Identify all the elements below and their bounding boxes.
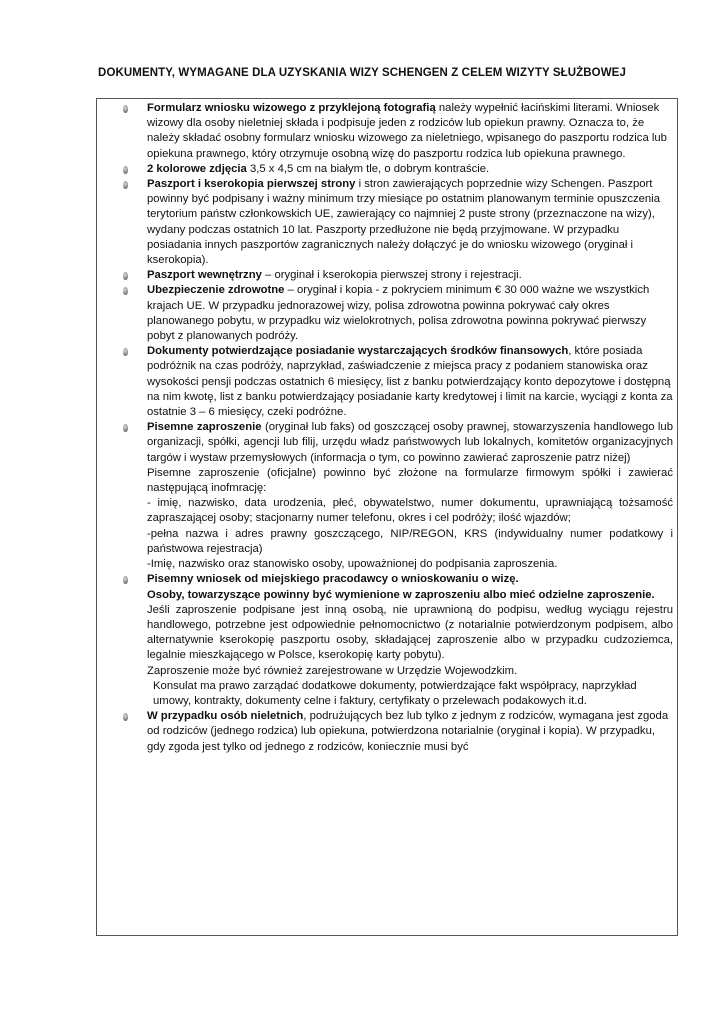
list-item-application-form: [147, 101, 673, 162]
list-item-employer-request: [147, 572, 673, 709]
item-lead: Pisemne zaproszenie: [147, 421, 262, 434]
bullet-icon: [123, 713, 128, 721]
item-paragraph: Zaproszenie może być również zarejestrowane w Urzędzie Wojewodzkim.: [147, 664, 518, 677]
item-bold-paragraph: Osoby, towarzyszące powinny być wymienione w zaproszeniu albo mieć odzielne zaproszenie.: [147, 588, 655, 601]
bullet-icon: [123, 348, 128, 356]
item-paragraph: -pełna nazwa i adres prawny goszczącego, NIP/REGON, KRS (indywidualny numer podatkowy i państwowa rejestracja): [147, 527, 673, 555]
requirements-box: [96, 98, 678, 936]
bullet-icon: [123, 576, 128, 584]
item-lead: W przypadku osób nieletnich: [147, 710, 304, 723]
list-item-minors: [147, 709, 673, 755]
bullet-icon: [123, 181, 128, 189]
bullet-icon: [123, 105, 128, 113]
item-text: .: [515, 573, 519, 586]
bullet-icon: [123, 424, 128, 432]
page-title: DOKUMENTY, WYMAGANE DLA UZYSKANIA WIZY SCHENGEN Z CELEM WIZYTY SŁUŻBOWEJ: [98, 67, 626, 79]
item-paragraph: -Imię, nazwisko oraz stanowisko osoby, upoważnionej do podpisania zaproszenia.: [147, 558, 558, 571]
item-lead: Paszport i kserokopia pierwszej strony: [147, 178, 356, 191]
item-text: należy wypełnić łacińskimi literami. Wniosek wizowy dla osoby nieletniej składa i podpisuje jeden z rodziców lub opiekun prawny. Oznacza to, że należy składać osobny formularz wniosku wizowego za nieletniego, wpisanego do paszportu rodzica lub opiekuna prawnego, który otrzymuje osobną wizę do paszportu rodzica lub opiekuna prawnego.: [147, 102, 667, 160]
item-lead: Paszport wewnętrzny: [147, 269, 262, 282]
list-item-financial-means: [147, 344, 673, 420]
item-paragraph-consul: Konsulat ma prawo zarządać dodatkowe dokumenty, potwierdzające fakt współpracy, naprzykład umowy, kontrakty, dokumenty celne i faktury, certyfikaty o przelewach podakowych it.d.: [153, 679, 637, 707]
item-text: 3,5 x 4,5 cm na białym tle, o dobrym kontraście.: [246, 162, 490, 175]
item-lead: Pisemny wniosek od miejskiego pracodawcy o wnioskowaniu o wizę: [147, 573, 516, 586]
list-item-photos: [147, 162, 673, 177]
item-lead: 2 kolorowe zdjęcia: [147, 162, 247, 175]
item-paragraph: - imię, nazwisko, data urodzenia, płeć, obywatelstwo, numer dokumentu, uprawniającą tożsamość zapraszającej osoby; stacjonarny numer telefonu, okres i cel podróży; ilość wjazdów;: [147, 497, 673, 525]
bullet-icon: [123, 272, 128, 280]
list-item-internal-passport: [147, 268, 673, 283]
item-paragraph: Pisemne zaproszenie (oficjalne) powinno być złożone na formularze firmowym spółki i zawierać następującą inofmrację:: [147, 466, 673, 495]
item-text: – oryginał i kserokopia pierwszej strony i rejestracji.: [261, 269, 522, 282]
list-item-insurance: [147, 283, 673, 344]
item-lead: Ubezpieczenie zdrowotne: [147, 284, 285, 297]
item-text: – oryginał i kopia - z pokryciem minimum € 30 000 ważne we wszystkich krajach UE. W przypadku jednorazowej wizy, polisa zdrowotna powinna pokrywać cały okres planowanego pobytu, w przypadku wiz wielokrotnych, polisa zdrowotna powinna pokrywać pierwszy pobyt z planowanych podróży.: [147, 284, 650, 343]
item-paragraph: Jeśli zaproszenie podpisane jest inną osobą, nie uprawnioną do podpisu, według wyciągu rejestru handlowego, potrzebne jest odpowiednie pełnomocnictwo (z notarialnie potwierdzonym podpisem, albo alternatywnie kserokopię paszportu osoby, składającej zaproszenie albo w przypadku cudzoziemca, legalnie mieszkającego w Polsce, kserokopię karty pobytu).: [147, 603, 673, 662]
requirements-list: [147, 101, 673, 755]
item-text: i stron zawierających poprzednie wizy Schengen. Paszport powinny być podpisany i ważny minimum trzy miesiące po ostatnim planowanym terminie opuszczenia terytorium państw członkowskich UE, zawierający co najmniej 2 puste strony (przeznaczone na wizy), wydany podczas ostatnich 10 lat. Paszporty przedłużone nie będą przyjmowane. W przypadku posiadania innych paszportów zagranicznych należy dołączyć je do wniosku wizowego (oryginał i kserokopia).: [147, 178, 660, 267]
item-lead: Formularz wniosku wizowego z przyklejoną fotografią: [147, 102, 436, 114]
bullet-icon: [123, 166, 128, 174]
list-item-invitation: [147, 420, 673, 572]
item-text: , podrużujących bez lub tylko z jednym z rodziców, wymagana jest zgoda od rodziców (jednego rodzica) lub opiekuna, potwierdzona notarialnie (oryginał i kopia). W przypadku, gdy zgoda jest tylko od jednego z rodziców, koniecznie musi być: [147, 710, 669, 753]
item-lead: Dokumenty potwierdzające posiadanie wystarczających środków finansowych: [147, 345, 569, 358]
list-item-passport: [147, 177, 673, 268]
item-text: (oryginał lub faks) od goszczącej osoby prawnej, stowarzyszenia handlowego lub organizacji, spółki, agencji lub filij, urzędu władz państwowych lub lokalnych, komitetów organizacyjnych targów i wystaw przemysłowych (informacja o tym, co powinno zawierać zaproszenie patrz niżej): [147, 421, 673, 464]
bullet-icon: [123, 287, 128, 295]
item-text: , które posiada podróżnik na czas podróży, naprzykład, zaświadczenie z miejsca pracy z podaniem stanowiska oraz wysokości pensji podczas ostatnich 6 miesięcy, list z banku potwierdzający konto depozytowe i dostępną na nim kwotę, list z banku potwierdzający posiadanie karty kredytowej i limit na karcie, wyciągi z konta za ostatnie 3 – 6 miesięcy, czeki podróżne.: [147, 345, 673, 419]
